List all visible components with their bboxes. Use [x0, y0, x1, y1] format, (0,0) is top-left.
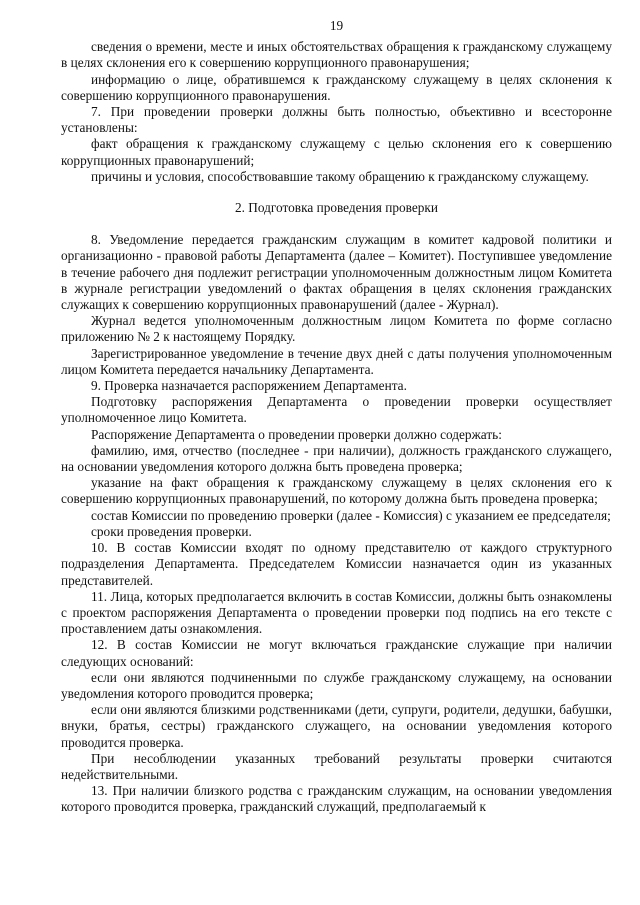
paragraph: 8. Уведомление передается гражданским служащим в комитет кадровой политики и организационно - правовой работы Департамента (далее – Комитет). Поступившее уведомление в течение рабочего дня подлежит регистрации уполномоченным должностным лицом Комитета в журнале регистрации уведомлений о фактах обращения в целях склонения гражданских служащих к совершению коррупционных правонарушений (далее - Журнал).: [61, 232, 612, 313]
paragraph: указание на факт обращения к гражданскому служащему в целях склонения его к совершению коррупционных правонарушений, по которому должна быть проведена проверка;: [61, 475, 612, 507]
paragraph: Распоряжение Департамента о проведении проверки должно содержать:: [91, 426, 502, 442]
paragraph: 13. При наличии близкого родства с гражданским служащим, на основании уведомления которого проводится проверка, гражданский служащий, предполагаемый к: [61, 783, 612, 815]
page-number: 19: [329, 18, 344, 33]
paragraph: Зарегистрированное уведомление в течение двух дней с даты получения уполномоченным лицом Комитета передается начальнику Департамента.: [61, 345, 612, 377]
paragraph: 10. В состав Комиссии входят по одному представителю от каждого структурного подразделения Департамента. Председателем Комиссии назначается один из указанных представителей.: [61, 540, 612, 588]
paragraph: Журнал ведется уполномоченным должностным лицом Комитета по форме согласно приложению № 2 к настоящему Порядку.: [61, 313, 612, 345]
paragraph: факт обращения к гражданскому служащему с целью склонения его к совершению коррупционных правонарушений;: [61, 136, 612, 168]
paragraph: 7. При проведении проверки должны быть полностью, объективно и всесторонне установлены:: [61, 104, 612, 136]
paragraph: причины и условия, способствовавшие такому обращению к гражданскому служащему.: [91, 168, 589, 184]
document-body: [61, 39, 612, 815]
paragraph: состав Комиссии по проведению проверки (далее - Комиссия) с указанием ее председателя;: [91, 507, 611, 523]
section-heading: 2. Подготовка проведения проверки: [235, 200, 438, 216]
paragraph: 9. Проверка назначается распоряжением Департамента.: [91, 378, 407, 394]
paragraph: При несоблюдении указанных требований результаты проверки считаются недействительными.: [61, 750, 612, 782]
paragraph: 12. В состав Комиссии не могут включаться гражданские служащие при наличии следующих оснований:: [61, 637, 612, 669]
paragraph: фамилию, имя, отчество (последнее - при наличии), должность гражданского служащего, на основании уведомления которого должна быть проведена проверка;: [61, 442, 612, 475]
paragraph: 11. Лица, которых предполагается включить в состав Комиссии, должны быть ознакомлены с проектом распоряжения Департамента о проведении проверки под подпись на его тексте с проставлением даты ознакомления.: [61, 588, 612, 637]
paragraph: информацию о лице, обратившемся к гражданскому служащему в целях склонения к совершению коррупционного правонарушения.: [61, 71, 612, 103]
paragraph: сроки проведения проверки.: [91, 523, 252, 539]
paragraph: сведения о времени, месте и иных обстоятельствах обращения к гражданскому служащему в целях склонения его к совершению коррупционного правонарушения;: [61, 39, 612, 71]
paragraph: если они являются близкими родственниками (дети, супруги, родители, дедушки, бабушки, внуки, братья, сестры) гражданского служащего, на основании уведомления которого проводится проверка.: [61, 702, 612, 750]
paragraph: если они являются подчиненными по службе гражданскому служащему, на основании уведомления которого проводится проверка;: [61, 669, 612, 701]
paragraph: Подготовку распоряжения Департамента о проведении проверки осуществляет уполномоченное лицо Комитета.: [61, 394, 612, 426]
